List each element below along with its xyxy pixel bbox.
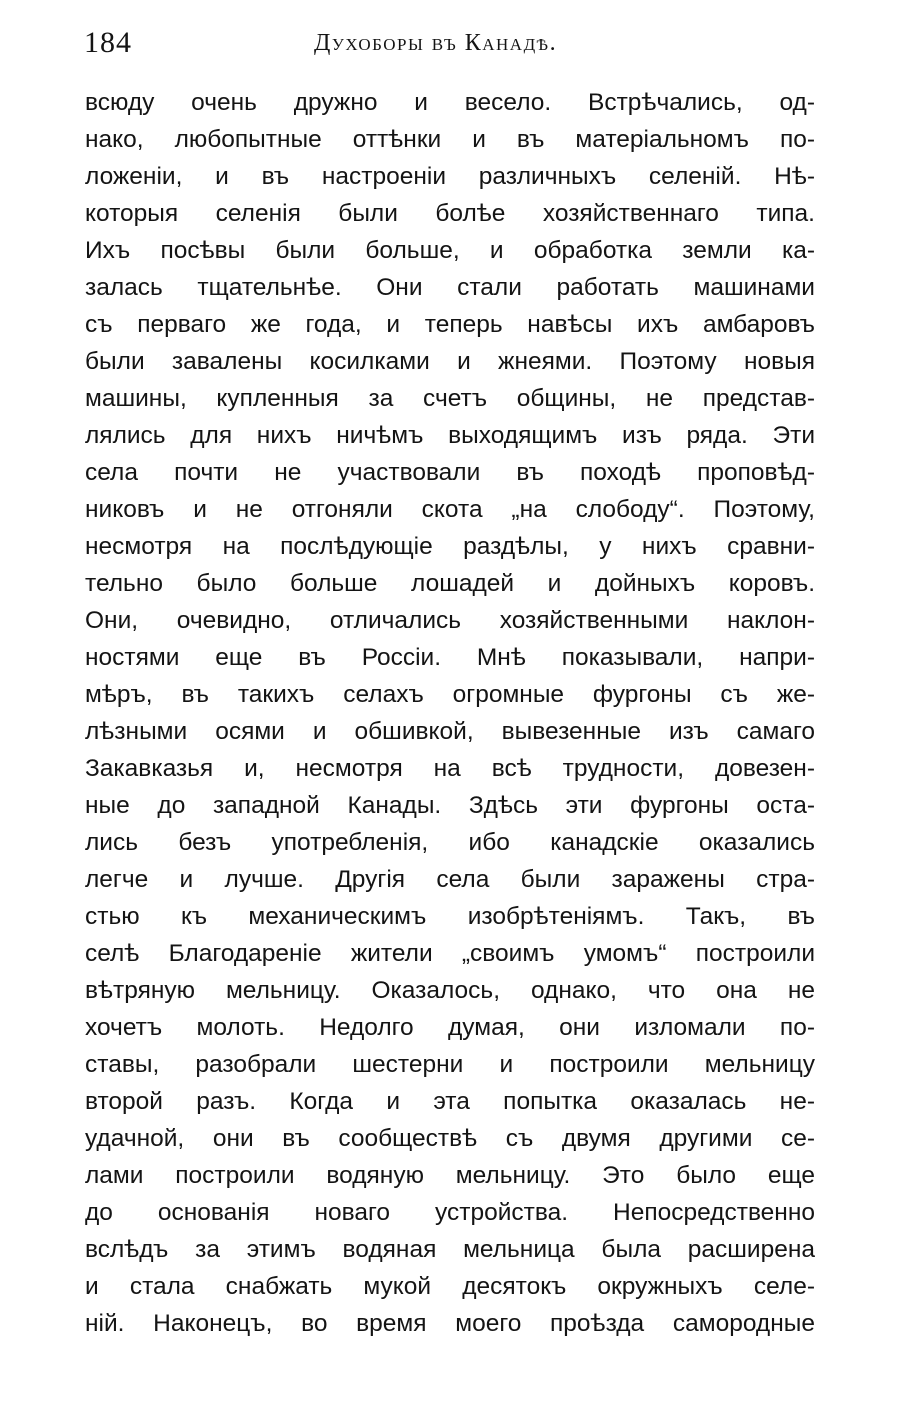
body-text xyxy=(85,84,815,1342)
text-line: вѣтряную мельницу. Оказалось, однако, что она не xyxy=(85,977,815,1004)
page-header xyxy=(84,22,814,66)
text-line: до основанія новаго устройства. Непосредственно xyxy=(85,1199,815,1226)
text-line: села почти не участвовали въ походѣ проповѣд- xyxy=(85,459,815,486)
text-line: вслѣдъ за этимъ водяная мельница была расширена xyxy=(85,1236,815,1263)
text-line: лялись для нихъ ничѣмъ выходящимъ изъ ряда. Эти xyxy=(85,422,815,449)
text-line: и стала снабжать мукой десятокъ окружныхъ селе- xyxy=(85,1273,815,1300)
text-line: лами построили водяную мельницу. Это было еще xyxy=(85,1162,815,1189)
text-line: ній. Наконецъ, во время моего проѣзда самородные xyxy=(85,1310,815,1337)
text-line: несмотря на послѣдующіе раздѣлы, у нихъ сравни- xyxy=(85,533,815,560)
text-line: ностями еще въ Россіи. Мнѣ показывали, напри- xyxy=(85,644,815,671)
text-line: были завалены косилками и жнеями. Поэтому новыя xyxy=(85,348,815,375)
text-line: Ихъ посѣвы были больше, и обработка земли ка- xyxy=(85,237,815,264)
running-title: Духоборы въ Канадѣ. xyxy=(314,30,558,56)
text-line: залась тщательнѣе. Они стали работать машинами xyxy=(85,274,815,301)
text-line: мѣръ, въ такихъ селахъ огромные фургоны съ же- xyxy=(85,681,815,708)
text-line: Закавказья и, несмотря на всѣ трудности, довезен- xyxy=(85,755,815,782)
text-line: Они, очевидно, отличались хозяйственными наклон- xyxy=(85,607,815,634)
text-line: хочетъ молоть. Недолго думая, они изломали по- xyxy=(85,1014,815,1041)
text-line: ставы, разобрали шестерни и построили мельницу xyxy=(85,1051,815,1078)
page-number: 184 xyxy=(84,26,132,59)
text-line: второй разъ. Когда и эта попытка оказалась не- xyxy=(85,1088,815,1115)
text-line: съ перваго же года, и теперь навѣсы ихъ амбаровъ xyxy=(85,311,815,338)
text-line: стью къ механическимъ изобрѣтеніямъ. Такъ, въ xyxy=(85,903,815,930)
text-line: селѣ Благодареніе жители „своимъ умомъ“ построили xyxy=(85,940,815,967)
text-line: тельно было больше лошадей и дойныхъ коровъ. xyxy=(85,570,815,597)
text-line: легче и лучше. Другія села были заражены стра- xyxy=(85,866,815,893)
text-line: удачной, они въ сообществѣ съ двумя другими се- xyxy=(85,1125,815,1152)
text-line: всюду очень дружно и весело. Встрѣчались, од- xyxy=(85,89,815,116)
text-line: лись безъ употребленія, ибо канадскіе оказались xyxy=(85,829,815,856)
text-line: лѣзными осями и обшивкой, вывезенные изъ самаго xyxy=(85,718,815,745)
text-line: ложеніи, и въ настроеніи различныхъ селеній. Нѣ- xyxy=(85,163,815,190)
text-line: никовъ и не отгоняли скота „на слободу“. Поэтому, xyxy=(85,496,815,523)
text-line: нако, любопытные оттѣнки и въ матеріальномъ по- xyxy=(85,126,815,153)
text-line: которыя селенія были болѣе хозяйственнаго типа. xyxy=(85,200,815,227)
text-line: ные до западной Канады. Здѣсь эти фургоны оста- xyxy=(85,792,815,819)
text-line: машины, купленныя за счетъ общины, не представ- xyxy=(85,385,815,412)
